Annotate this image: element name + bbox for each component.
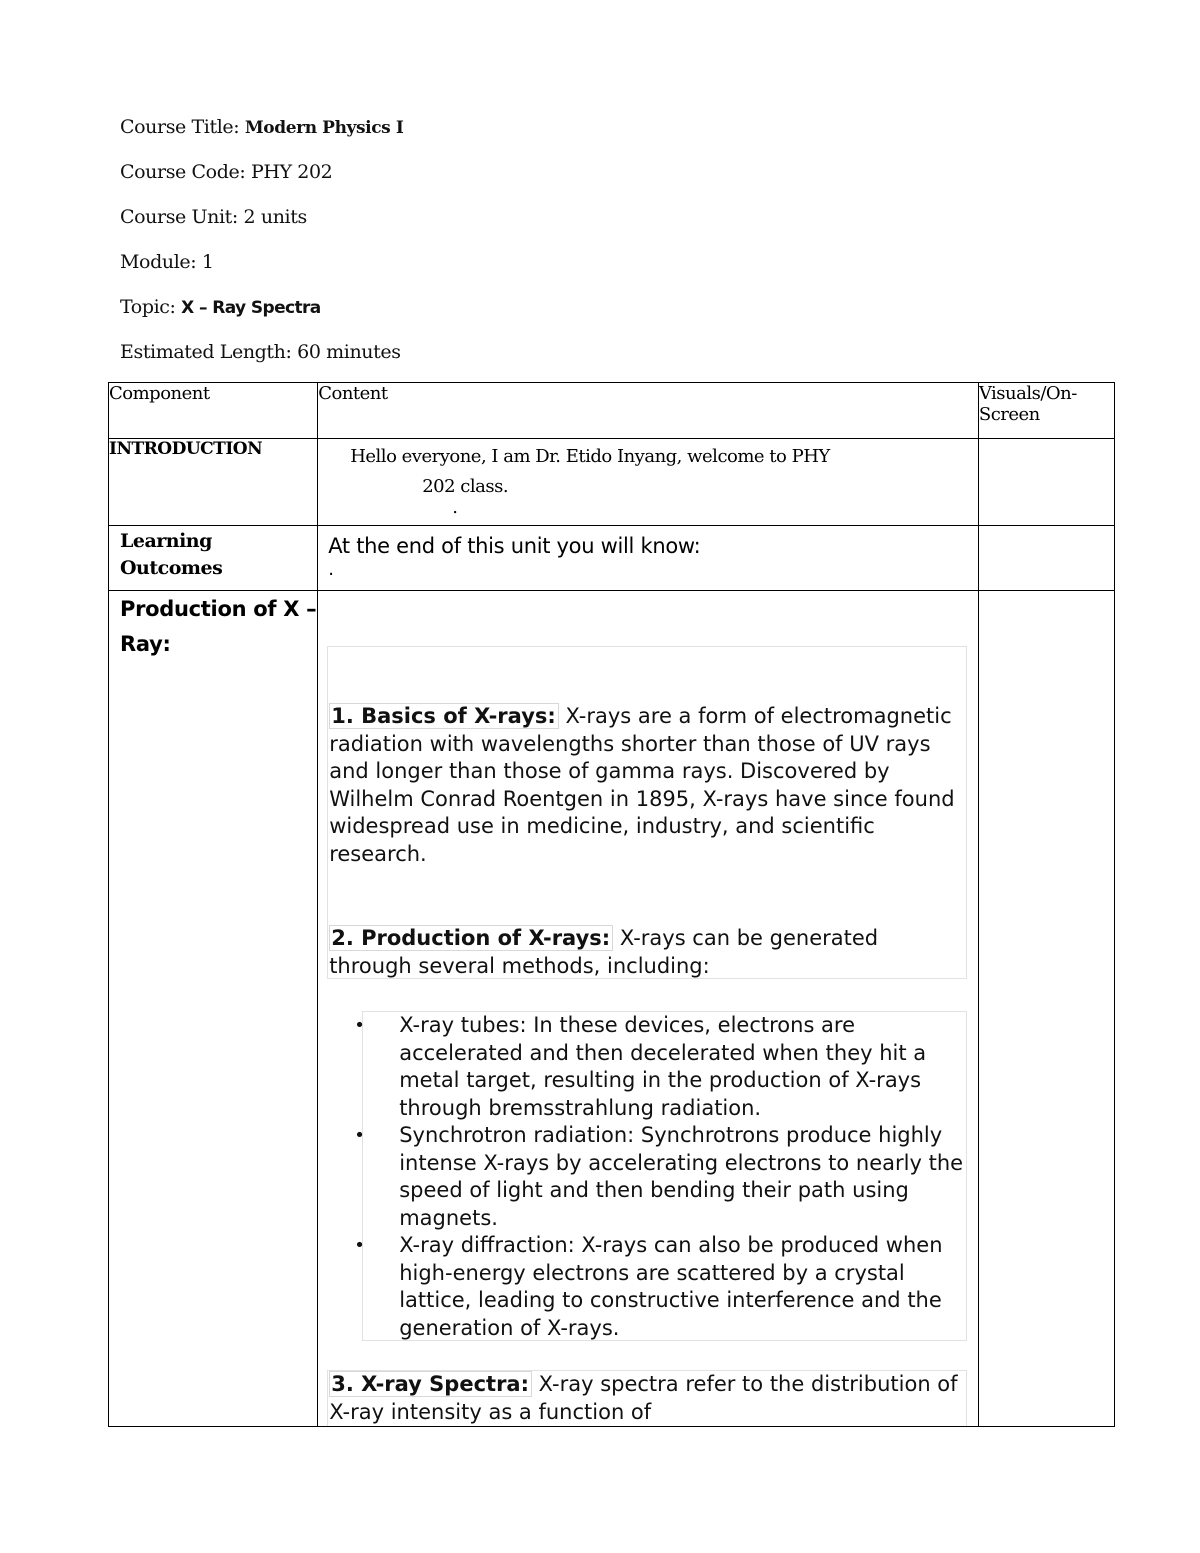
section-production bbox=[329, 925, 959, 980]
introduction-label: INTRODUCTION bbox=[109, 439, 318, 526]
list-item-text: X-ray tubes: In these devices, electrons are accelerated and then decelerated when they hit a metal target, resulting in the production of X-rays through bremsstrahlung radiation. bbox=[399, 1013, 927, 1120]
introduction-visuals bbox=[978, 439, 1114, 526]
production-label-cell bbox=[109, 591, 318, 1427]
section-spectra-text: X-ray spectra refer to the distribution of X-ray intensity as a function of bbox=[329, 1372, 958, 1424]
list-item bbox=[354, 1122, 969, 1232]
bullet-icon: • bbox=[354, 1015, 365, 1036]
course-code-line bbox=[120, 161, 332, 183]
bullet-icon: • bbox=[354, 1235, 365, 1256]
module-value: 1 bbox=[201, 251, 214, 273]
course-title-line bbox=[120, 116, 403, 138]
topic-line bbox=[120, 296, 321, 318]
course-code-value: PHY 202 bbox=[250, 161, 333, 183]
section-production-text: X-rays can be generated through several methods, including: bbox=[329, 926, 879, 978]
topic-value: X – Ray Spectra bbox=[181, 298, 321, 318]
length-value: 60 minutes bbox=[297, 341, 401, 363]
production-content bbox=[318, 591, 979, 1427]
list-item bbox=[354, 1232, 969, 1342]
list-item-text: Synchrotron radiation: Synchrotrons produce highly intense X-rays by accelerating electrons to nearly the speed of light and then bending their path using magnets. bbox=[399, 1123, 964, 1230]
introduction-content bbox=[318, 439, 979, 526]
module-line bbox=[120, 251, 214, 273]
header-visuals-text: Visuals/On-Screen bbox=[978, 383, 1077, 425]
section-spectra-heading: 3. X-ray Spectra: bbox=[329, 1371, 532, 1397]
learning-outcomes-dot: . bbox=[328, 559, 334, 580]
learning-outcomes-content bbox=[318, 526, 979, 591]
introduction-line-1: Hello everyone, I am Dr. Etido Inyang, welcome to PHY bbox=[350, 446, 830, 467]
course-title-label: Course Title: bbox=[120, 116, 240, 138]
production-methods-list bbox=[354, 1012, 969, 1342]
topic-label: Topic: bbox=[120, 296, 176, 318]
table-header-row bbox=[109, 383, 1115, 439]
learning-outcomes-row bbox=[109, 526, 1115, 591]
learning-outcomes-label: Learning Outcomes bbox=[109, 526, 318, 591]
introduction-line-3: . bbox=[452, 497, 458, 518]
introduction-row bbox=[109, 439, 1115, 526]
production-label: Production of X – Ray: bbox=[120, 597, 317, 656]
course-unit-label: Course Unit: bbox=[120, 206, 238, 228]
bullet-icon: • bbox=[354, 1125, 365, 1146]
list-item bbox=[354, 1012, 969, 1122]
course-unit-line bbox=[120, 206, 307, 228]
header-content: Content bbox=[318, 383, 979, 439]
section-basics-heading: 1. Basics of X-rays: bbox=[329, 703, 559, 729]
course-title-value: Modern Physics I bbox=[244, 118, 404, 138]
section-production-heading: 2. Production of X-rays: bbox=[329, 925, 613, 951]
module-label: Module: bbox=[120, 251, 197, 273]
header-visuals bbox=[978, 383, 1114, 439]
list-item-text: X-ray diffraction: X-rays can also be produced when high-energy electrons are scattered by a crystal lattice, leading to constructive interference and the generation of X-rays. bbox=[399, 1233, 943, 1340]
production-row bbox=[109, 591, 1115, 1427]
section-spectra bbox=[329, 1371, 959, 1426]
section-basics bbox=[329, 703, 959, 868]
length-line bbox=[120, 341, 401, 363]
header-component: Component bbox=[109, 383, 318, 439]
section-basics-text: X-rays are a form of electromagnetic radiation with wavelengths shorter than those of UV rays and longer than those of gamma rays. Discovered by Wilhelm Conrad Roentgen in 1895, X-rays have since found widespread use in medicine, industry, and scientific research. bbox=[329, 704, 955, 866]
learning-outcomes-text: At the end of this unit you will know: bbox=[328, 534, 701, 558]
course-code-label: Course Code: bbox=[120, 161, 246, 183]
learning-outcomes-visuals bbox=[978, 526, 1114, 591]
length-label: Estimated Length: bbox=[120, 341, 292, 363]
course-unit-value: 2 units bbox=[243, 206, 307, 228]
production-visuals bbox=[978, 591, 1114, 1427]
lesson-table bbox=[108, 382, 1115, 1427]
introduction-line-2: 202 class. bbox=[422, 476, 509, 497]
